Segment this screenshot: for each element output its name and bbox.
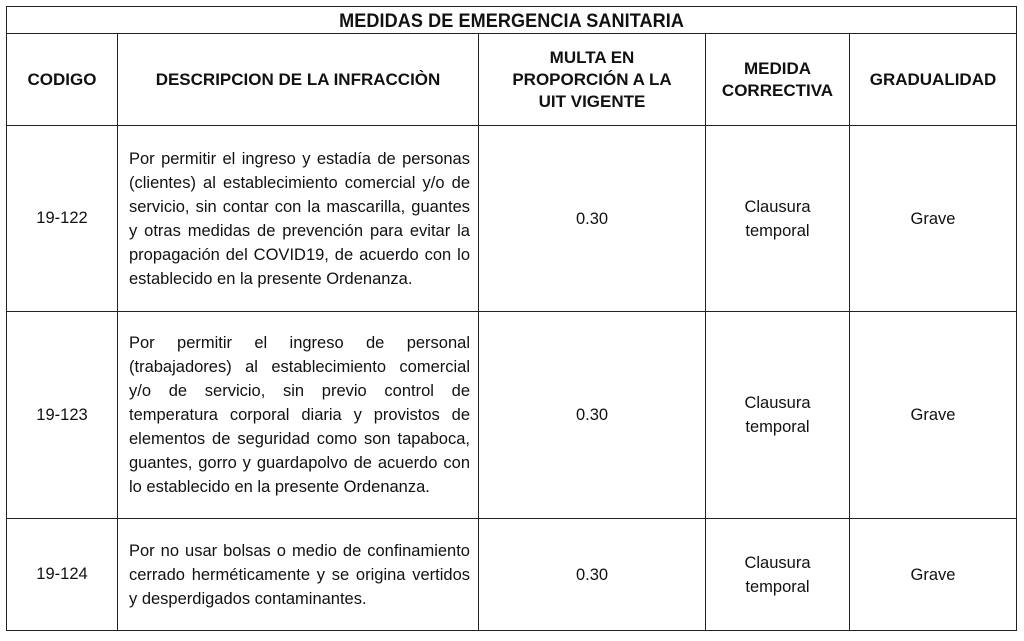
row-medida: Clausura temporal: [706, 312, 850, 519]
row-descripcion: Por permitir el ingreso de personal (trabajadores) al establecimiento comercial y/o de servicio, sin previo control de temperatura corporal diaria y provistos de elementos de seguridad como son tapaboca, guantes, gorro y guardapolvo de acuerdo con lo establecido en la presente Ordenanza.: [118, 312, 479, 519]
row-gradualidad: Grave: [850, 312, 1017, 519]
header-row: [7, 34, 1017, 126]
row-descripcion: Por permitir el ingreso y estadía de personas (clientes) al establecimiento comercial y/o de servicio, sin contar con la mascarilla, guantes y otras medidas de prevención para evitar la propagación del COVID19, de acuerdo con lo establecido en la presente Ordenanza.: [118, 126, 479, 312]
row-multa: 0.30: [479, 519, 706, 631]
header-multa: MULTA EN PROPORCIÓN A LA UIT VIGENTE: [479, 34, 706, 126]
infractions-table: [6, 6, 1017, 631]
row-descripcion: Por no usar bolsas o medio de confinamiento cerrado herméticamente y se origina vertidos y desperdigados contaminantes.: [118, 519, 479, 631]
table-title-cell: [7, 7, 1017, 34]
table-title: MEDIDAS DE EMERGENCIA SANITARIA: [339, 11, 684, 32]
row-multa: 0.30: [479, 126, 706, 312]
row-codigo: 19-124: [7, 519, 118, 631]
header-gradualidad: GRADUALIDAD: [850, 34, 1017, 126]
table-row: [7, 126, 1017, 312]
table-row: [7, 519, 1017, 631]
header-descripcion: DESCRIPCION DE LA INFRACCIÒN: [118, 34, 479, 126]
header-medida: MEDIDA CORRECTIVA: [706, 34, 850, 126]
table-row: [7, 312, 1017, 519]
row-medida: Clausura temporal: [706, 126, 850, 312]
header-codigo: CODIGO: [7, 34, 118, 126]
row-multa: 0.30: [479, 312, 706, 519]
row-codigo: 19-122: [7, 126, 118, 312]
title-row: [7, 7, 1017, 34]
row-gradualidad: Grave: [850, 126, 1017, 312]
row-codigo: 19-123: [7, 312, 118, 519]
row-medida: Clausura temporal: [706, 519, 850, 631]
row-gradualidad: Grave: [850, 519, 1017, 631]
